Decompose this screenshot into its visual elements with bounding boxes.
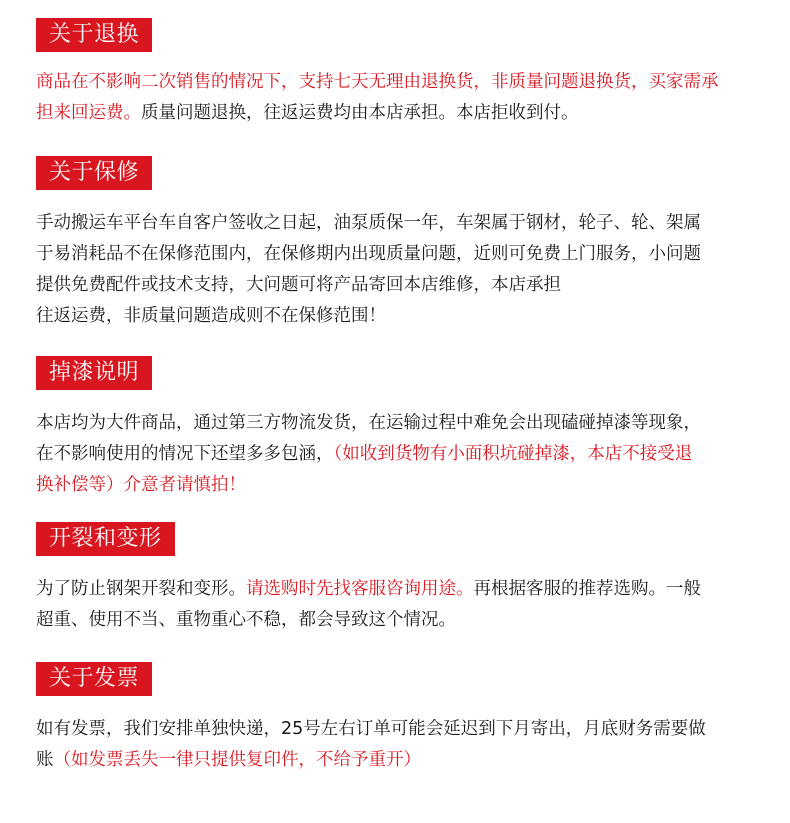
- section-body: [36, 208, 766, 332]
- text-line: [36, 714, 766, 745]
- text-run: 往返运费，非质量问题造成则不在保修范围！: [36, 306, 386, 326]
- text-line: [36, 439, 766, 470]
- text-run: 质量问题退换，往返运费均由本店承担。本店拒收到付。: [141, 103, 579, 123]
- text-run: 为了防止钢架开裂和变形。: [36, 579, 246, 599]
- text-line: [36, 745, 766, 776]
- text-line: [36, 239, 766, 270]
- text-line: [36, 574, 766, 605]
- text-line: [36, 605, 766, 636]
- section-heading: 关于退换: [36, 18, 152, 52]
- text-run: 超重、使用不当、重物重心不稳，都会导致这个情况。: [36, 610, 456, 630]
- text-run: （如收到货物有小面积坑碰掉漆，本店不接受退: [333, 444, 693, 464]
- section-heading: 关于发票: [36, 662, 152, 696]
- section-paint-chipping: [36, 356, 766, 501]
- text-run: 商品在不影响二次销售的情况下，支持七天无理由退换货，非质量问题退换货，买家需承: [36, 72, 719, 92]
- text-run: 手动搬运车平台车自客户签收之日起，油泵质保一年，车架属于钢材，轮子、轮、架属: [36, 213, 701, 233]
- section-heading: 关于保修: [36, 156, 152, 190]
- section-heading: 开裂和变形: [36, 522, 175, 556]
- section-warranty: [36, 156, 766, 332]
- section-body: [36, 408, 766, 501]
- section-body: [36, 574, 766, 636]
- text-run: 如有发票，我们安排单独快递，25号左右订单可能会延迟到下月寄出，月底财务需要做: [36, 719, 706, 739]
- text-line: [36, 208, 766, 239]
- text-run: 换补偿等）介意者请慎拍！: [36, 475, 246, 495]
- text-run: （如发票丢失一律只提供复印件，不给予重开）: [53, 750, 421, 770]
- text-run: 请选购时先找客服咨询用途。: [246, 579, 474, 599]
- text-line: [36, 98, 766, 129]
- section-heading: 掉漆说明: [36, 356, 152, 390]
- text-line: [36, 470, 766, 501]
- text-run: 再根据客服的推荐选购。一般: [473, 579, 701, 599]
- text-run: 本店均为大件商品，通过第三方物流发货，在运输过程中难免会出现磕碰掉漆等现象，: [36, 413, 701, 433]
- section-crack-deformation: [36, 522, 766, 636]
- text-line: [36, 270, 766, 301]
- section-body: [36, 714, 766, 776]
- section-invoice: [36, 662, 766, 776]
- text-line: [36, 301, 766, 332]
- text-line: [36, 67, 766, 98]
- text-run: 账: [36, 750, 54, 770]
- text-run: 于易消耗品不在保修范围内，在保修期内出现质量问题，近则可免费上门服务，小问题: [36, 244, 701, 264]
- text-run: 提供免费配件或技术支持，大问题可将产品寄回本店维修，本店承担: [36, 275, 561, 295]
- text-run: 担来回运费。: [36, 103, 141, 123]
- section-return-exchange: [36, 18, 766, 129]
- section-body: [36, 67, 766, 129]
- text-run: 在不影响使用的情况下还望多多包涵，: [36, 444, 334, 464]
- text-line: [36, 408, 766, 439]
